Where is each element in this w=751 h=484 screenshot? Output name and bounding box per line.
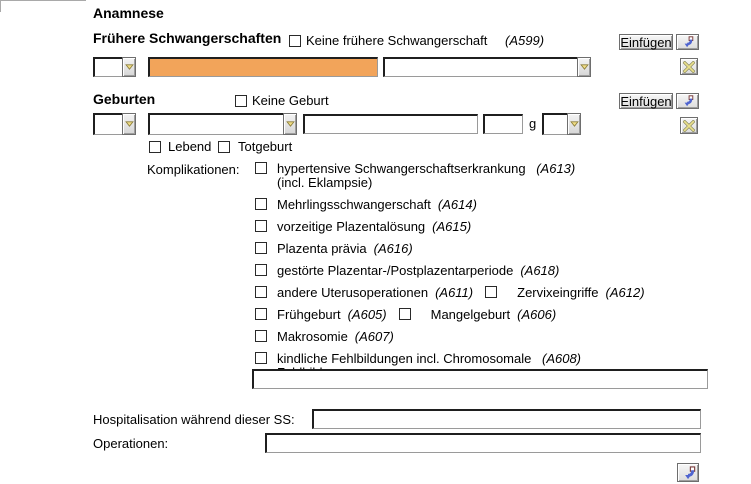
- keine-geburt-checkbox[interactable]: [235, 95, 247, 107]
- delete-x-icon: [683, 120, 695, 132]
- schwangerschaft-required-input[interactable]: [148, 57, 378, 77]
- complication-code: (A618): [520, 263, 560, 278]
- complication-code-2: (A612): [605, 285, 645, 300]
- totgeburt-label: Totgeburt: [238, 139, 293, 154]
- lebend-label: Lebend: [168, 139, 212, 154]
- complication-label: andere Uterusoperationen: [277, 285, 429, 300]
- complication-label-2: Mangelgeburt: [430, 307, 511, 322]
- complication-item-a618: [255, 263, 735, 278]
- drilldown-arrow-icon: [681, 36, 694, 48]
- geburt-count-combo: [93, 113, 136, 135]
- geburt-mode-dropdown-button[interactable]: [283, 113, 297, 135]
- schwangerschaft-type-input[interactable]: [383, 57, 577, 77]
- complication-label-line2: (incl. Eklampsie): [277, 175, 373, 190]
- complication-label: Frühgeburt: [277, 307, 341, 322]
- frame-corner-top: [0, 0, 86, 1]
- complication-item-a607: [255, 329, 735, 344]
- komplikationen-freetext-input[interactable]: [252, 369, 708, 389]
- weight-unit-label: g: [529, 116, 537, 131]
- keine-schwangerschaft-code: (A599): [505, 33, 545, 48]
- chevron-down-icon: [570, 121, 579, 127]
- complication-code: (A613): [536, 161, 576, 176]
- complication-item-a613: [255, 161, 735, 190]
- geburt-mode-input[interactable]: [148, 113, 283, 135]
- complication-code: (A615): [432, 219, 472, 234]
- complication-label-2: Zervixeingriffe: [517, 285, 599, 300]
- operationen-label: Operationen:: [93, 436, 169, 451]
- frame-corner-left: [0, 0, 1, 12]
- drilldown-button-geburten[interactable]: [676, 93, 699, 109]
- page-title: Anamnese: [93, 5, 164, 21]
- checkbox-a616[interactable]: [255, 242, 267, 254]
- schwangerschaft-count-dropdown-button[interactable]: [122, 57, 136, 77]
- checkbox-a618[interactable]: [255, 264, 267, 276]
- drilldown-arrow-icon: [681, 95, 694, 107]
- drilldown-arrow-icon: [681, 466, 696, 480]
- geburt-count-input[interactable]: [93, 113, 122, 135]
- complication-code: (A605): [347, 307, 387, 322]
- complication-code-2: (A606): [517, 307, 557, 322]
- complication-code: (A608): [541, 351, 582, 366]
- checkbox-a605[interactable]: [255, 308, 267, 320]
- geburt-weight-input[interactable]: [483, 114, 523, 134]
- checkbox-a611[interactable]: [255, 286, 267, 298]
- komplikationen-label: Komplikationen:: [147, 162, 240, 177]
- keine-schwangerschaft-label: Keine frühere Schwangerschaft: [306, 33, 488, 48]
- drilldown-button-bottom[interactable]: [677, 463, 699, 482]
- hospitalisation-input[interactable]: [312, 409, 701, 429]
- checkbox-a614[interactable]: [255, 198, 267, 210]
- geburten-heading: Geburten: [93, 91, 156, 107]
- komplikationen-list: [255, 161, 735, 387]
- einfuegen-button-schwangerschaften[interactable]: Einfügen: [620, 34, 672, 50]
- checkbox-a615[interactable]: [255, 220, 267, 232]
- schwangerschaft-count-input[interactable]: [93, 57, 122, 77]
- totgeburt-checkbox[interactable]: [218, 141, 230, 153]
- complication-item-a614: [255, 197, 735, 212]
- checkbox-a613[interactable]: [255, 162, 267, 174]
- complication-item-a611-a612: [255, 285, 735, 300]
- lebend-checkbox[interactable]: [149, 141, 161, 153]
- operationen-input[interactable]: [265, 433, 701, 453]
- schwangerschaft-type-dropdown-button[interactable]: [577, 57, 591, 77]
- einfuegen-button-geburten[interactable]: Einfügen: [620, 93, 672, 109]
- delete-x-icon: [683, 61, 695, 73]
- checkbox-a606[interactable]: [399, 308, 411, 320]
- delete-row-button-schwangerschaften[interactable]: [680, 58, 698, 75]
- keine-geburt-label: Keine Geburt: [252, 93, 329, 108]
- complication-item-a605-a606: [255, 307, 735, 322]
- checkbox-a612[interactable]: [485, 286, 497, 298]
- complication-item-a615: [255, 219, 735, 234]
- complication-code: (A616): [373, 241, 413, 256]
- delete-row-button-geburten[interactable]: [680, 117, 698, 134]
- schwangerschaft-type-combo: [383, 57, 591, 77]
- complication-code: (A607): [354, 329, 394, 344]
- geburt-unit-dropdown-button[interactable]: [567, 113, 581, 135]
- complication-code: (A611): [435, 285, 474, 300]
- hospitalisation-label: Hospitalisation während dieser SS:: [93, 412, 295, 427]
- chevron-down-icon: [580, 64, 589, 70]
- checkbox-a607[interactable]: [255, 330, 267, 342]
- complication-item-a616: [255, 241, 735, 256]
- complication-label: Plazenta prävia: [277, 241, 367, 256]
- chevron-down-icon: [125, 121, 134, 127]
- complication-label: hypertensive Schwangerschaftserkrankung: [277, 161, 526, 176]
- schwangerschaft-count-combo: [93, 57, 136, 77]
- complication-label: vorzeitige Plazentalösung: [277, 219, 426, 234]
- complication-label: gestörte Plazentar-/Postplazentarperiode: [277, 263, 514, 278]
- geburt-unit-combo: [542, 113, 581, 135]
- geburt-text-input[interactable]: [303, 114, 478, 134]
- complication-code: (A614): [437, 197, 477, 212]
- chevron-down-icon: [286, 121, 295, 127]
- chevron-down-icon: [125, 64, 134, 70]
- fruehere-heading: Frühere Schwangerschaften: [93, 30, 282, 46]
- complication-label: Mehrlingsschwangerschaft: [277, 197, 431, 212]
- geburt-mode-combo: [148, 113, 297, 135]
- geburt-count-dropdown-button[interactable]: [122, 113, 136, 135]
- keine-schwangerschaft-checkbox[interactable]: [289, 35, 301, 47]
- checkbox-a608[interactable]: [255, 352, 267, 364]
- complication-label: Makrosomie: [277, 329, 348, 344]
- geburt-unit-input[interactable]: [542, 113, 567, 135]
- complication-label: kindliche Fehlbildungen incl. Chromosomale: [277, 351, 532, 366]
- drilldown-button-schwangerschaften[interactable]: [676, 34, 699, 50]
